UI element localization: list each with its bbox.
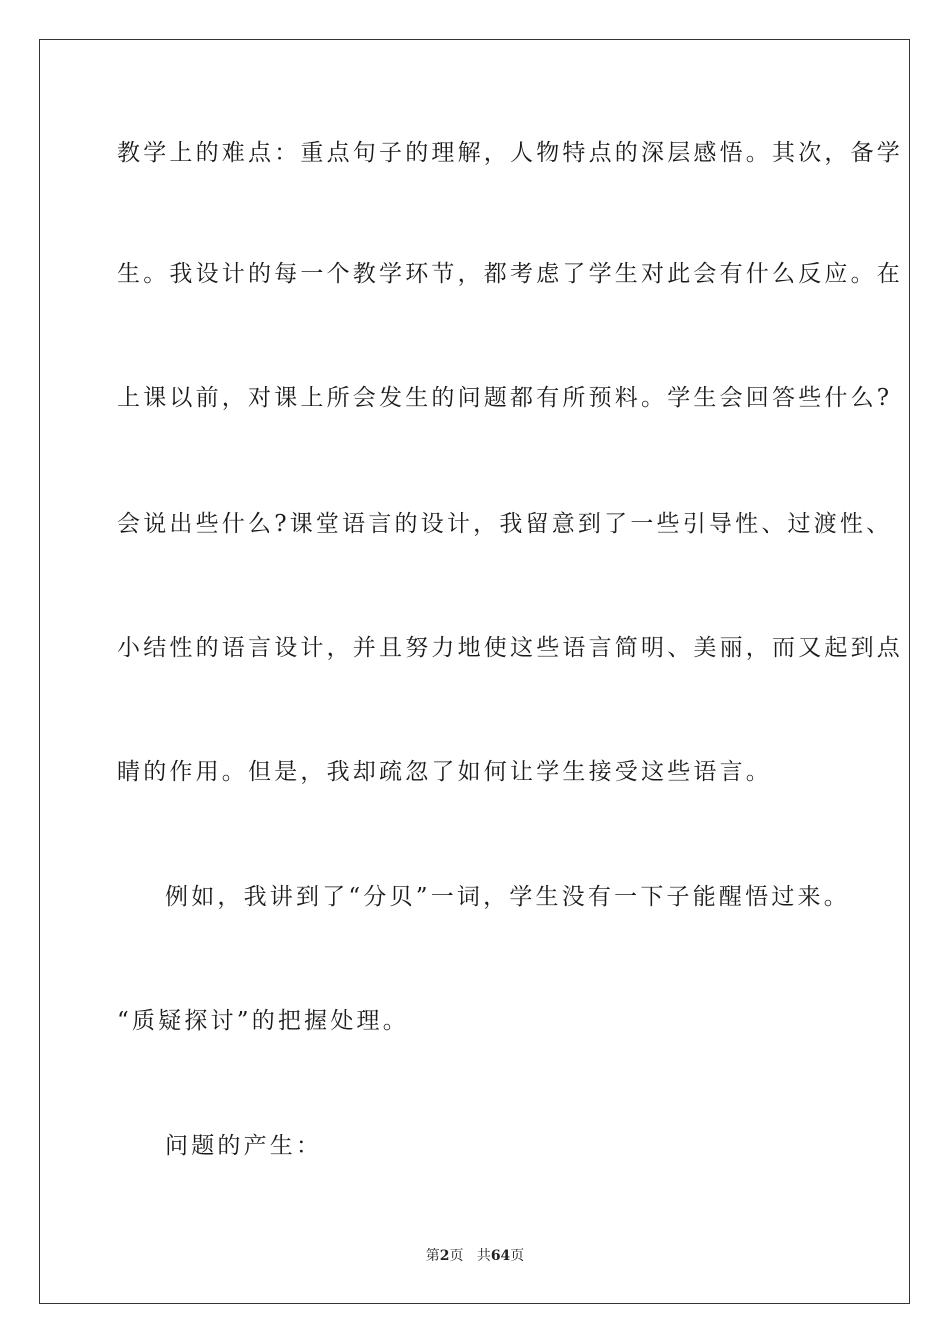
footer-total-suffix: 页 [510, 1248, 525, 1264]
body-line-1: 教学上的难点：重点句子的理解，人物特点的深层感悟。其次，备学 [117, 140, 903, 166]
body-line-8: “质疑探讨”的把握处理。 [117, 1008, 409, 1034]
body-line-5: 小结性的语言设计，并且努力地使这些语言简明、美丽，而又起到点 [117, 635, 903, 661]
page-border [39, 39, 910, 1304]
body-line-2: 生。我设计的每一个教学环节，都考虑了学生对此会有什么反应。在 [117, 261, 903, 287]
body-line-7: 例如，我讲到了“分贝”一词，学生没有一下子能醒悟过来。 [165, 884, 850, 910]
footer-total-pages: 64 [490, 1248, 511, 1264]
page-footer [0, 1247, 950, 1265]
footer-page-prefix: 第 [425, 1248, 440, 1264]
body-line-9: 问题的产生： [165, 1133, 323, 1159]
footer-page-suffix: 页 [449, 1248, 464, 1264]
body-line-3: 上课以前，对课上所会发生的问题都有所预料。学生会回答些什么? [117, 385, 893, 411]
body-line-4: 会说出些什么?课堂语言的设计，我留意到了一些引导性、过渡性、 [117, 511, 893, 537]
footer-page-number: 2 [439, 1248, 450, 1264]
footer-total-prefix: 共 [476, 1248, 491, 1264]
body-line-6: 睛的作用。但是，我却疏忽了如何让学生接受这些语言。 [117, 759, 772, 785]
